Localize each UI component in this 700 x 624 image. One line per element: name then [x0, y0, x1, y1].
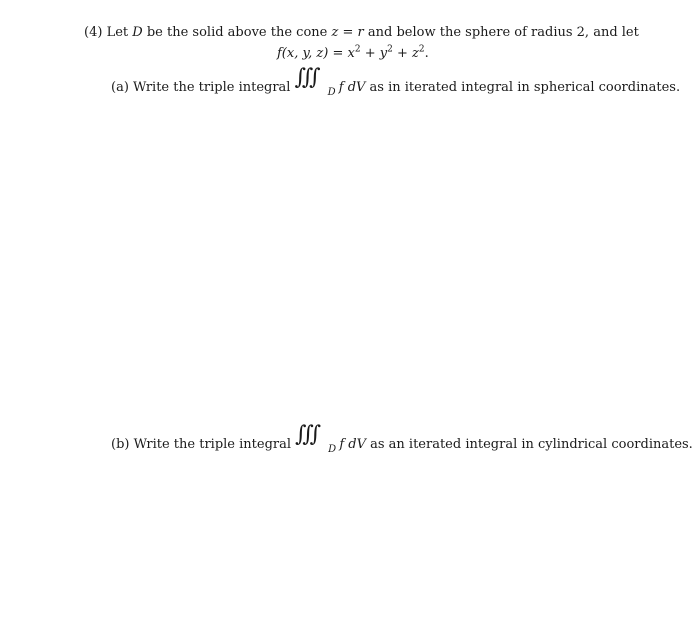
- plus-1: +: [364, 46, 376, 61]
- cone-r: r: [357, 25, 364, 40]
- exponent-x: 2: [354, 44, 361, 55]
- integrand-b: f dV: [339, 437, 366, 452]
- intro-text-1: be the solid above the cone: [146, 25, 328, 40]
- exponent-z: 2: [418, 44, 425, 55]
- triple-integral-b: [295, 422, 337, 455]
- solid-symbol: D: [132, 25, 143, 40]
- part-b-text-after: as an iterated integral in cylindrical coordinates.: [370, 437, 693, 452]
- part-b-text-before: Write the triple integral: [133, 437, 292, 452]
- function-z: z: [412, 46, 419, 61]
- function-x: x: [347, 46, 355, 61]
- integral-subscript-a: D: [327, 87, 336, 98]
- problem-number: (4): [84, 25, 103, 40]
- part-b: [111, 422, 693, 455]
- part-a: [111, 65, 681, 98]
- part-a-text-after: as in iterated integral in spherical coordinates.: [369, 80, 681, 95]
- exponent-y: 2: [387, 44, 393, 55]
- function-lhs: f(x, y, z): [277, 46, 329, 61]
- function-period: .: [424, 46, 429, 61]
- intro-let: Let: [106, 25, 129, 40]
- cone-equals: =: [342, 25, 354, 40]
- intro-text-2: and below the sphere of radius 2, and let: [367, 25, 639, 40]
- plus-2: +: [396, 46, 408, 61]
- triple-integral-symbol-b: ∭: [295, 422, 316, 447]
- function-y: y: [379, 46, 388, 61]
- cone-z: z: [331, 25, 339, 40]
- integrand-a: f dV: [338, 80, 366, 95]
- part-b-label: (b): [111, 437, 130, 452]
- part-a-label: (a): [111, 80, 129, 95]
- part-a-text-before: Write the triple integral: [133, 80, 291, 95]
- function-equals: =: [332, 46, 344, 61]
- integral-subscript-b: D: [328, 444, 337, 455]
- triple-integral-symbol-a: ∭: [294, 65, 315, 90]
- function-definition: [277, 46, 429, 62]
- problem-statement-line-1: [84, 25, 639, 41]
- triple-integral-a: [294, 65, 336, 98]
